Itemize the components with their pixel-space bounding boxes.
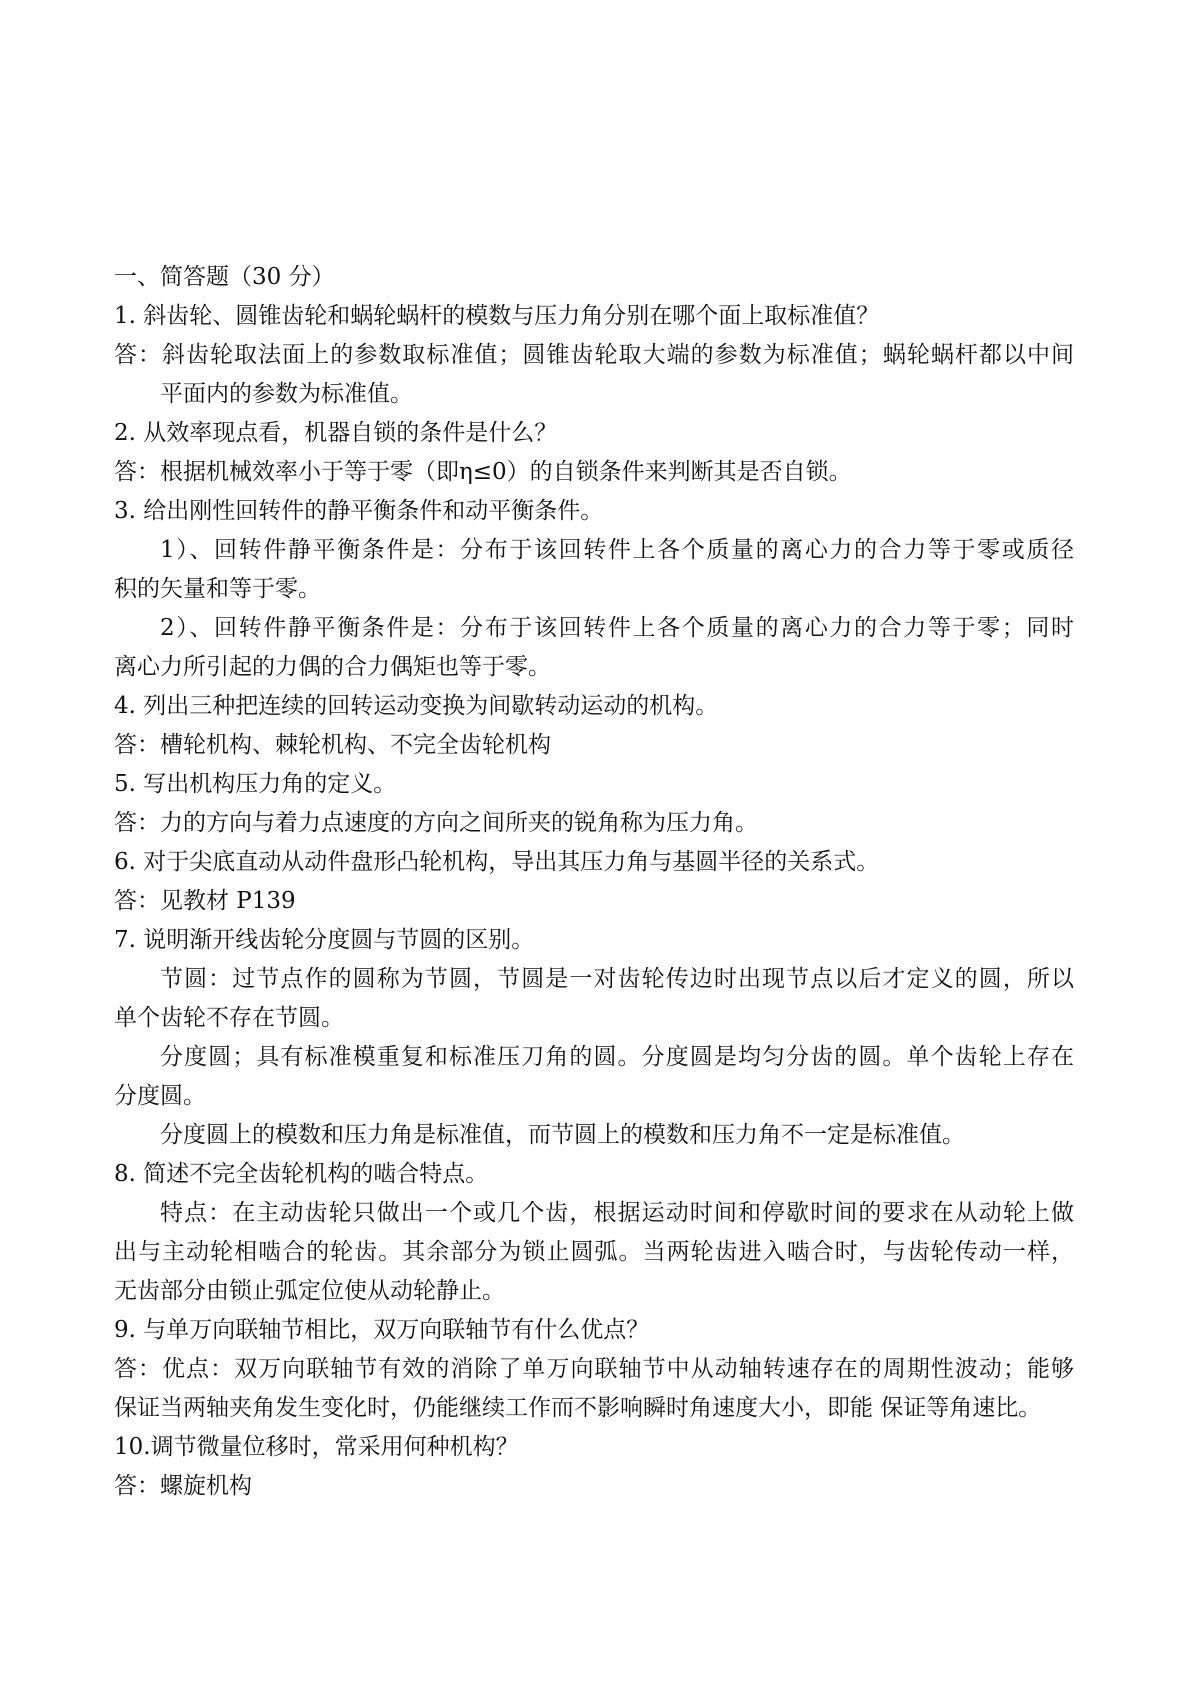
answer-3-item-1-line-2: 积的矢量和等于零。: [114, 576, 321, 602]
question-6: 6. 对于尖底直动从动件盘形凸轮机构，导出其压力角与基圆半径的关系式。: [114, 849, 880, 875]
answer-3-item-1-line-1: 1）、回转件静平衡条件是：分布于该回转件上各个质量的离心力的合力等于零或质径: [160, 537, 1074, 563]
answer-1-line-1: 答：斜齿轮取法面上的参数取标准值；圆锥齿轮取大端的参数为标准值；蜗轮蜗杆都以中间: [114, 342, 1074, 368]
question-10: 10.调节微量位移时，常采用何种机构？: [114, 1434, 519, 1460]
answer-7-para-3: 分度圆上的模数和压力角是标准值，而节圆上的模数和压力角不一定是标准值。: [160, 1122, 965, 1148]
answer-4: 答：槽轮机构、棘轮机构、不完全齿轮机构: [114, 732, 551, 758]
answer-9-line-2: 保证当两轴夹角发生变化时，仍能继续工作而不影响瞬时角速度大小，即能 保证等角速比。: [114, 1395, 1042, 1421]
question-2: 2. 从效率现点看，机器自锁的条件是什么？: [114, 420, 558, 446]
answer-7-para-2-line-2: 分度圆。: [114, 1083, 206, 1109]
answer-3-item-2-line-2: 离心力所引起的力偶的合力偶矩也等于零。: [114, 654, 551, 680]
question-4: 4. 列出三种把连续的回转运动变换为间歇转动运动的机构。: [114, 693, 719, 719]
answer-6: 答：见教材 P139: [114, 888, 296, 914]
answer-8-line-3: 无齿部分由锁止弧定位使从动轮静止。: [114, 1278, 505, 1304]
answer-3-item-2-line-1: 2）、回转件静平衡条件是：分布于该回转件上各个质量的离心力的合力等于零；同时: [160, 615, 1074, 641]
answer-7-para-2-line-1: 分度圆；具有标准模重复和标准压刀角的圆。分度圆是均匀分齿的圆。单个齿轮上存在: [160, 1044, 1074, 1070]
answer-8-line-1: 特点：在主动齿轮只做出一个或几个齿，根据运动时间和停歇时间的要求在从动轮上做: [160, 1200, 1074, 1226]
question-3: 3. 给出刚性回转件的静平衡条件和动平衡条件。: [114, 498, 604, 524]
answer-1-line-2: 平面内的参数为标准值。: [160, 381, 413, 407]
answer-5: 答：力的方向与着力点速度的方向之间所夹的锐角称为压力角。: [114, 810, 758, 836]
qa-section: [114, 258, 1074, 1506]
question-9: 9. 与单万向联轴节相比，双万向联轴节有什么优点？: [114, 1317, 650, 1343]
answer-8-line-2: 出与主动轮相啮合的轮齿。其余部分为锁止圆弧。当两轮齿进入啮合时，与齿轮传动一样，: [114, 1239, 1074, 1265]
answer-7-para-1-line-1: 节圆：过节点作的圆称为节圆，节圆是一对齿轮传边时出现节点以后才定义的圆，所以: [160, 966, 1074, 992]
question-8: 8. 简述不完全齿轮机构的啮合特点。: [114, 1161, 489, 1187]
answer-2: 答：根据机械效率小于等于零（即η≤0）的自锁条件来判断其是否自锁。: [114, 459, 852, 485]
answer-9-line-1: 答：优点：双万向联轴节有效的消除了单万向联轴节中从动轴转速存在的周期性波动；能够: [114, 1356, 1074, 1382]
question-1: 1. 斜齿轮、圆锥齿轮和蜗轮蜗杆的模数与压力角分别在哪个面上取标准值？: [114, 303, 880, 329]
section-title: 一、简答题（30 分）: [114, 264, 335, 290]
question-7: 7. 说明渐开线齿轮分度圆与节圆的区别。: [114, 927, 535, 953]
question-5: 5. 写出机构压力角的定义。: [114, 771, 397, 797]
answer-10: 答：螺旋机构: [114, 1473, 252, 1499]
answer-7-para-1-line-2: 单个齿轮不存在节圆。: [114, 1005, 344, 1031]
